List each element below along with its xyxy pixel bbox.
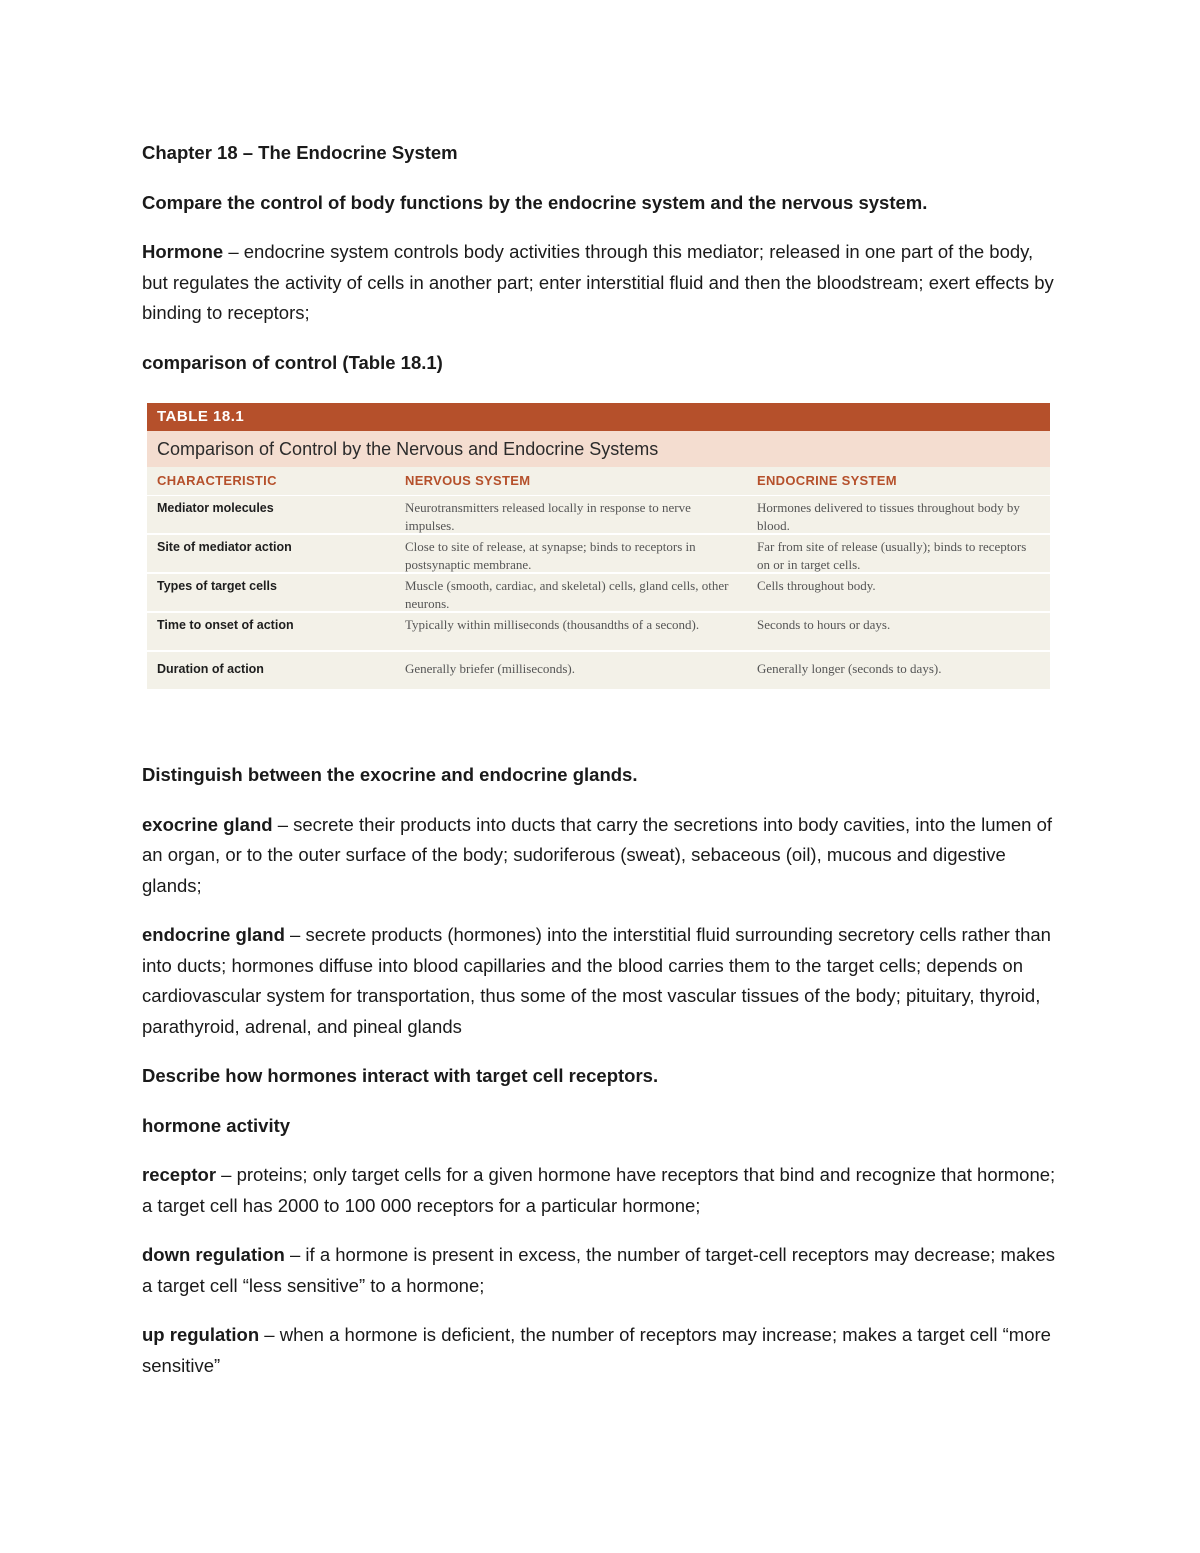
section-heading-glands: Distinguish between the exocrine and endocrine glands.	[142, 764, 638, 785]
table-row	[147, 535, 1050, 574]
cell-endocrine: Seconds to hours or days.	[757, 617, 891, 632]
cell-nervous: Close to site of release, at synapse; binds to receptors in postsynaptic membrane.	[405, 539, 696, 572]
cell-nervous: Muscle (smooth, cardiac, and skeletal) cells, gland cells, other neurons.	[405, 578, 729, 611]
cell-nervous: Typically within milliseconds (thousandths of a second).	[405, 617, 700, 632]
cell-characteristic: Site of mediator action	[157, 540, 292, 554]
term-endocrine: endocrine gland	[142, 924, 285, 945]
document-page	[142, 138, 1057, 1381]
cell-endocrine: Hormones delivered to tissues throughout body by blood.	[757, 500, 1020, 533]
term-up-regulation: up regulation	[142, 1324, 260, 1345]
endocrine-text: – secrete products (hormones) into the interstitial fluid surrounding secretory cells rather than into ducts; hormones diffuse into blood capillaries and the blood carries them to the target cells; depends on cardiovascular system for transportation, thus some of the most vascular tissues of the body; pituitary, thyroid, parathyroid, adrenal, and pineal glands	[142, 924, 1051, 1037]
table-label: TABLE 18.1	[147, 403, 1050, 431]
exocrine-text: – secrete their products into ducts that carry the secretions into body cavities, into the lumen of an organ, or to the outer surface of the body; sudoriferous (sweat), sebaceous (oil), mucous and digestive glands;	[142, 813, 1053, 896]
section-heading-compare: Compare the control of body functions by the endocrine system and the nervous system.	[142, 191, 928, 213]
cell-characteristic: Duration of action	[157, 662, 264, 676]
header-endocrine: ENDOCRINE SYSTEM	[757, 473, 897, 488]
header-characteristic: CHARACTERISTIC	[157, 473, 277, 488]
table-row	[147, 574, 1050, 613]
comparison-label: comparison of control (Table 18.1)	[142, 351, 443, 373]
cell-endocrine: Generally longer (seconds to days).	[757, 661, 942, 676]
table-row	[147, 652, 1050, 689]
up-regulation-text: – when a hormone is deficient, the number of receptors may increase; makes a target cell “more sensitive”	[142, 1324, 1051, 1376]
up-regulation-definition	[142, 1320, 1057, 1381]
hormone-definition	[142, 237, 1057, 329]
cell-characteristic: Time to onset of action	[157, 618, 294, 632]
down-regulation-text: – if a hormone is present in excess, the number of target-cell receptors may decrease; makes a target cell “less sensitive” to a hormone;	[142, 1244, 1056, 1296]
table-figure	[147, 403, 1050, 689]
hormone-text: – endocrine system controls body activities through this mediator; released in one part of the body, but regulates the activity of cells in another part; enter interstitial fluid and then the bloodstream; exert effects by binding to receptors;	[142, 241, 1054, 323]
subheading-hormone-activity: hormone activity	[142, 1114, 291, 1136]
cell-characteristic: Mediator molecules	[157, 501, 274, 515]
cell-endocrine: Far from site of release (usually); binds to receptors on or in target cells.	[757, 539, 1027, 572]
cell-characteristic: Types of target cells	[157, 579, 277, 593]
receptor-text: – proteins; only target cells for a given hormone have receptors that bind and recognize that hormone; a target cell has 2000 to 100 000 receptors for a particular hormone;	[142, 1164, 1056, 1216]
exocrine-definition	[142, 810, 1057, 902]
header-nervous: NERVOUS SYSTEM	[405, 473, 531, 488]
term-hormone: Hormone	[142, 241, 224, 262]
table-title: Comparison of Control by the Nervous and Endocrine Systems	[147, 431, 1050, 467]
cell-endocrine: Cells throughout body.	[757, 578, 876, 593]
section-heading-receptors: Describe how hormones interact with target cell receptors.	[142, 1065, 659, 1086]
chapter-title: Chapter 18 – The Endocrine System	[142, 142, 458, 163]
cell-nervous: Neurotransmitters released locally in response to nerve impulses.	[405, 500, 691, 533]
cell-nervous: Generally briefer (milliseconds).	[405, 661, 576, 676]
table-header-row	[147, 467, 1050, 496]
term-receptor: receptor	[142, 1164, 217, 1185]
receptor-definition	[142, 1160, 1057, 1221]
endocrine-definition	[142, 920, 1057, 1042]
table-row	[147, 613, 1050, 652]
term-exocrine: exocrine gland	[142, 813, 273, 835]
term-down-regulation: down regulation	[142, 1244, 285, 1265]
table-row	[147, 496, 1050, 535]
down-regulation-definition	[142, 1240, 1057, 1301]
